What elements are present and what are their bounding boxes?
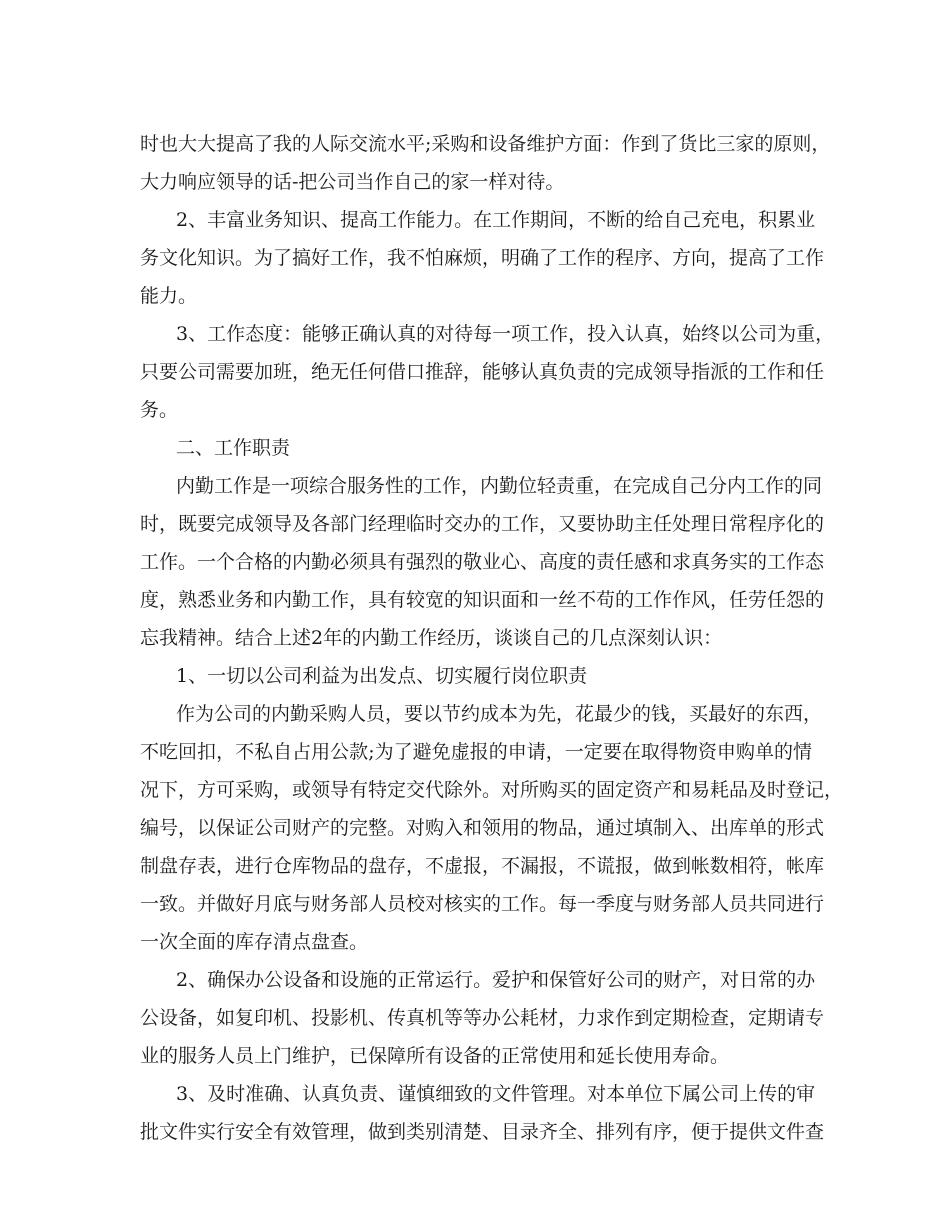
text-line: 时也大大提高了我的人际交流水平;采购和设备维护方面：作到了货比三家的原则， xyxy=(140,133,831,155)
text-line: 务文化知识。为了搞好工作，我不怕麻烦，明确了工作的程序、方向，提高了工作 xyxy=(140,247,825,269)
document-body xyxy=(140,125,844,1151)
text-line: 能力。 xyxy=(140,285,198,307)
text-line: 况下，方可采购，或领导有特定交代除外。对所购买的固定资产和易耗品及时登记， xyxy=(140,779,844,801)
text-line: 度，熟悉业务和内勤工作，具有较宽的知识面和一丝不苟的工作作风，任劳任怨的 xyxy=(140,589,825,611)
subsection-heading: 1、一切以公司利益为出发点、切实履行岗位职责 xyxy=(176,665,588,687)
text-line: 作为公司的内勤采购人员，要以节约成本为先，花最少的钱，买最好的东西， xyxy=(176,703,823,725)
text-line: 制盘存表，进行仓库物品的盘存，不虚报，不漏报，不谎报，做到帐数相符，帐库 xyxy=(140,855,825,877)
text-line: 2、丰富业务知识、提高工作能力。在工作期间，不断的给自己充电，积累业 xyxy=(176,209,816,231)
text-line: 大力响应领导的话-把公司当作自己的家一样对待。 xyxy=(140,171,565,193)
text-line: 务。 xyxy=(140,399,179,421)
text-line: 业的服务人员上门维护，已保障所有设备的正常使用和延长使用寿命。 xyxy=(140,1045,730,1067)
text-line: 不吃回扣，不私自占用公款;为了避免虚报的申请，一定要在取得物资申购单的情 xyxy=(140,741,812,763)
text-line: 编号，以保证公司财产的完整。对购入和领用的物品，通过填制入、出库单的形式 xyxy=(140,817,825,839)
text-line: 只要公司需要加班，绝无任何借口推辞，能够认真负责的完成领导指派的工作和任 xyxy=(140,361,825,383)
text-line: 一次全面的库存清点盘查。 xyxy=(140,931,369,953)
text-line: 3、及时准确、认真负责、谨慎细致的文件管理。对本单位下属公司上传的审 xyxy=(176,1083,816,1105)
section-heading: 二、工作职责 xyxy=(176,437,291,459)
text-line: 3、工作态度：能够正确认真的对待每一项工作，投入认真，始终以公司为重， xyxy=(176,323,835,345)
text-line: 公设备，如复印机、投影机、传真机等等办公耗材，力求作到定期检查，定期请专 xyxy=(140,1007,825,1029)
text-line: 批文件实行安全有效管理，做到类别清楚、目录齐全、排列有序，便于提供文件查 xyxy=(140,1121,825,1143)
text-line: 忘我精神。结合上述2年的内勤工作经历，谈谈自己的几点深刻认识： xyxy=(140,627,723,649)
text-line: 工作。一个合格的内勤必须具有强烈的敬业心、高度的责任感和求真务实的工作态 xyxy=(140,551,825,573)
text-line: 一致。并做好月底与财务部人员校对核实的工作。每一季度与财务部人员共同进行 xyxy=(140,893,825,915)
text-line: 2、确保办公设备和设施的正常运行。爱护和保管好公司的财产，对日常的办 xyxy=(176,969,816,991)
text-line: 内勤工作是一项综合服务性的工作，内勤位轻责重，在完成自己分内工作的同 xyxy=(176,475,823,497)
text-line: 时，既要完成领导及各部门经理临时交办的工作，又要协助主任处理日常程序化的 xyxy=(140,513,825,535)
